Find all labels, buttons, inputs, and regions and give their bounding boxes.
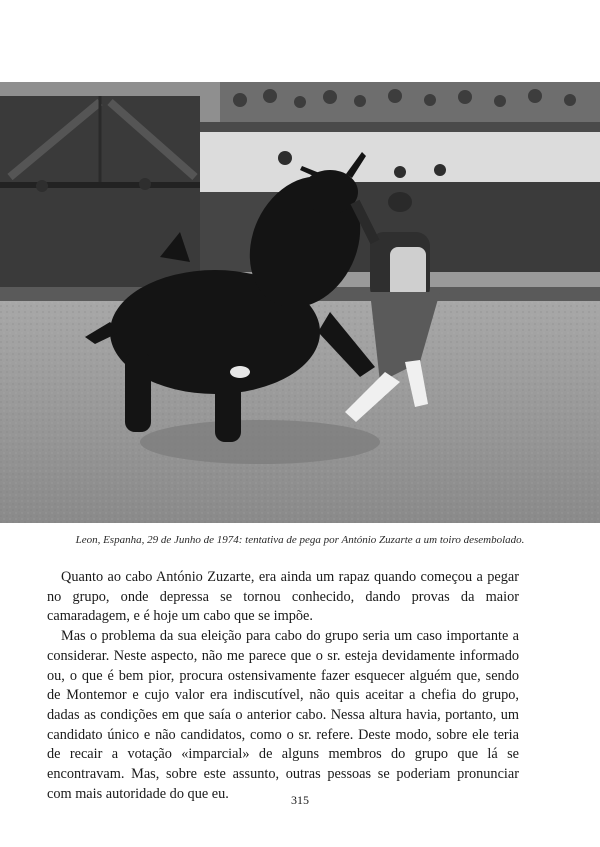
body-text [47,568,519,804]
figure-caption: Leon, Espanha, 29 de Junho de 1974: tentativa de pega por António Zuzarte a um toiro desembolado. [75,534,525,546]
paragraph-1: Quanto ao cabo António Zuzarte, era ainda um rapaz quando começou a pegar no grupo, onde depressa se tornou conhecido, dando provas da maior camaradagem, e é hoje um cabo que se impõe. [47,569,519,625]
bullfight-photo [0,82,600,523]
page-number: 315 [291,793,309,807]
paragraph-2: Mas o problema da sua eleição para cabo do grupo seria um caso importante a considerar. Neste aspecto, não me parece que o sr. esteja devidamente informado ou, o que é bem pior, procura ostensivamente fazer esquecer alguém que, sendo de Montemor e cujo valor era indiscutível, não quis aceitar a chefia do grupo, dadas as condições em que saía o anterior cabo. Nessa altura havia, portanto, um candidato único e não candidatos, como o sr. refere. Deste modo, sobre ele teria de recair a votação «imparcial» de alguns membros do grupo que lá se encontravam. Mas, sobre este assunto, outras pessoas se poderiam pronunciar com mais autoridade do que eu. [47,628,519,802]
